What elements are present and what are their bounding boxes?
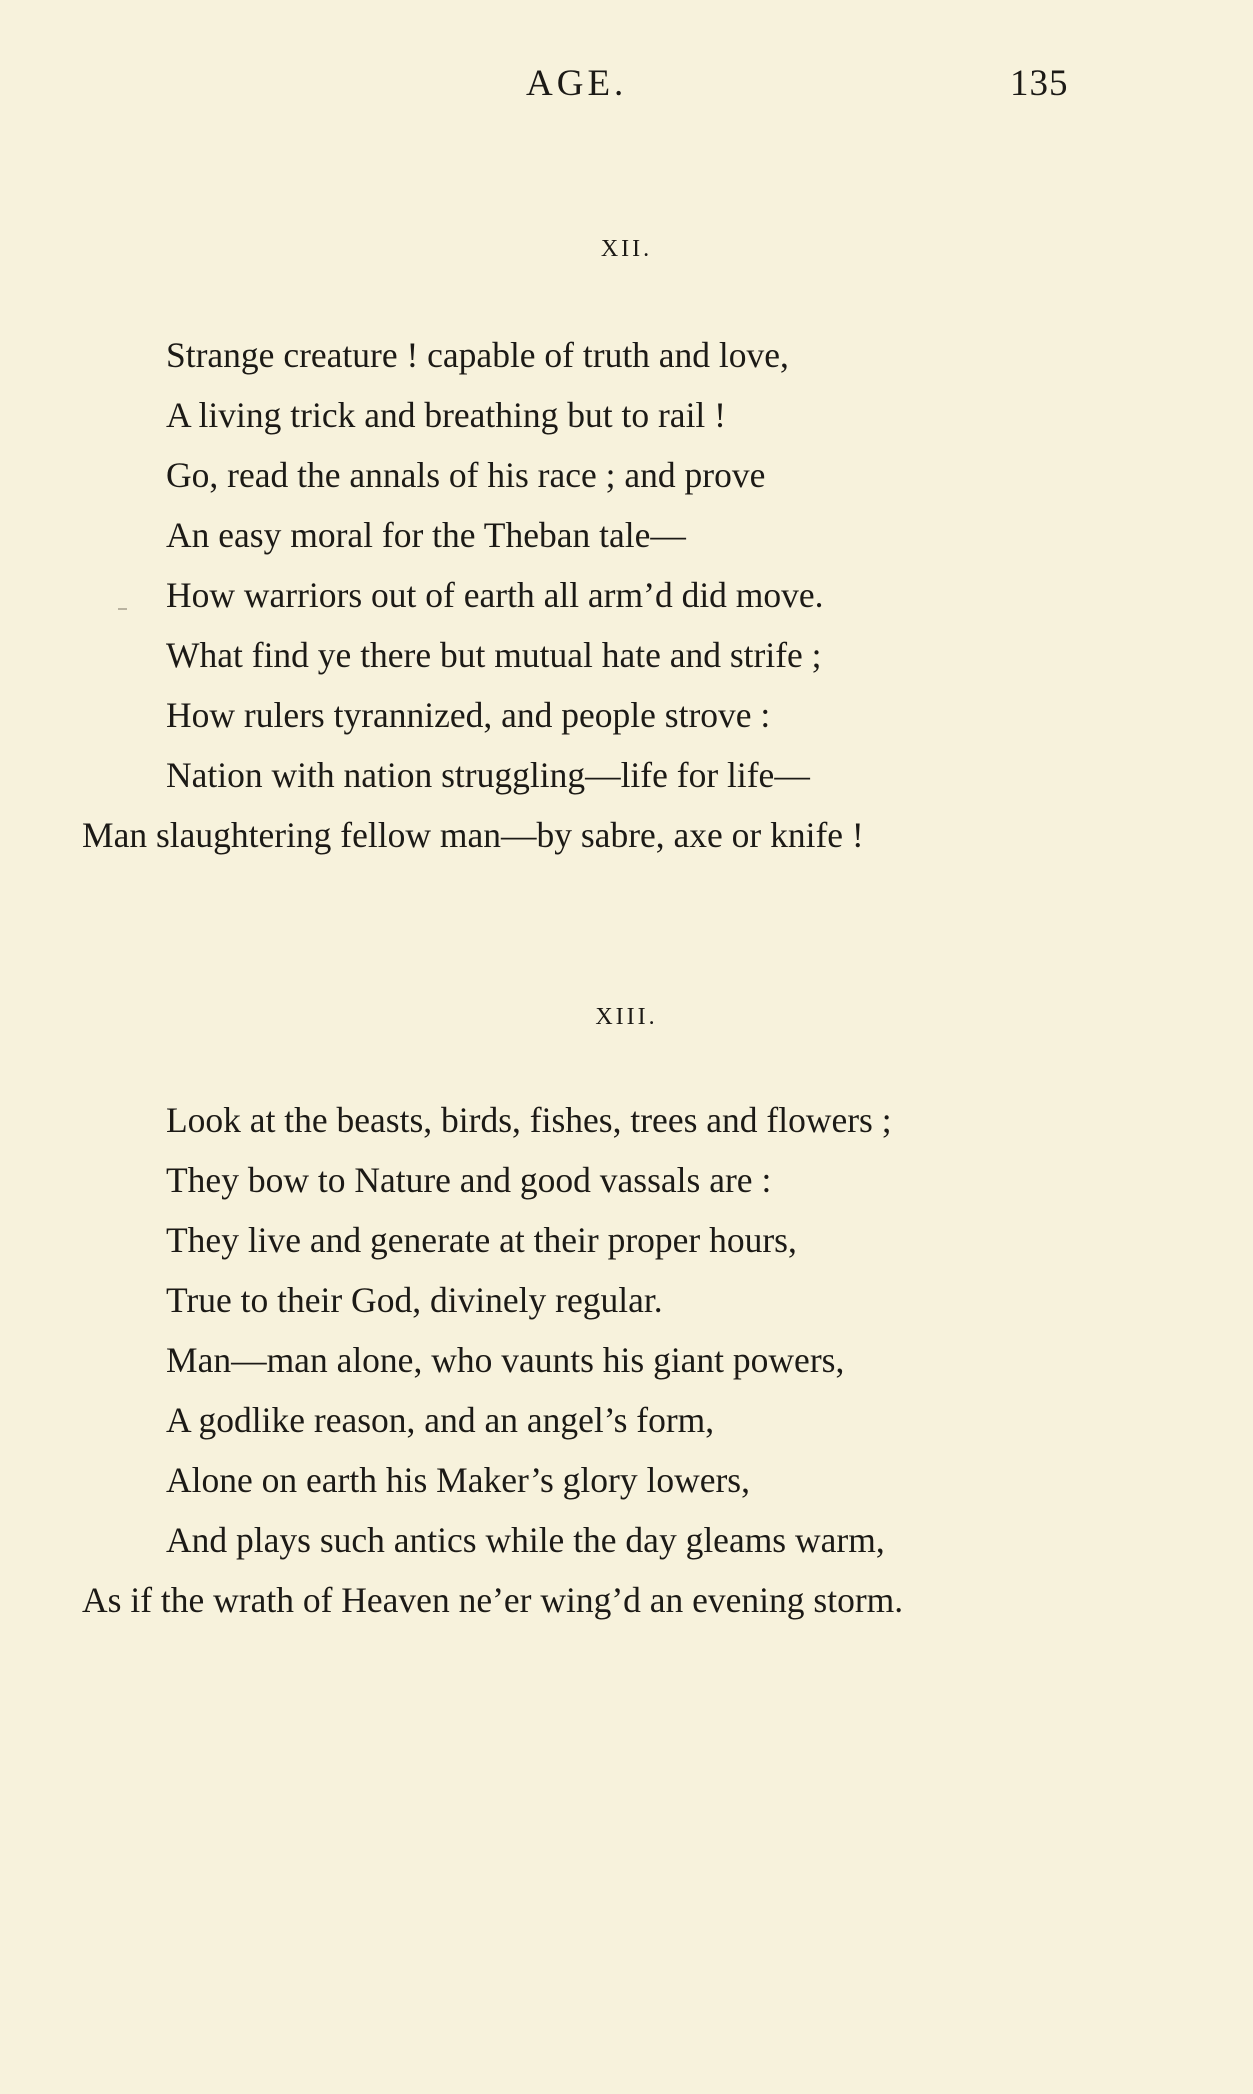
poem-line: Look at the beasts, birds, fishes, trees and flowers ; bbox=[166, 1100, 892, 1140]
poem-line: Go, read the annals of his race ; and prove bbox=[166, 455, 766, 495]
poem-line: Alone on earth his Maker’s glory lowers, bbox=[166, 1460, 750, 1500]
poem-line: An easy moral for the Theban tale— bbox=[166, 515, 686, 555]
poem-line: They bow to Nature and good vassals are : bbox=[166, 1160, 772, 1200]
poem-line: And plays such antics while the day gleams warm, bbox=[166, 1520, 885, 1560]
stanza-number: XIII. bbox=[595, 1004, 658, 1030]
poem-line: Strange creature ! capable of truth and love, bbox=[166, 335, 789, 375]
poem-line: As if the wrath of Heaven ne’er wing’d an evening storm. bbox=[82, 1580, 904, 1620]
poem-line: Man—man alone, who vaunts his giant powers, bbox=[166, 1340, 845, 1380]
stanza-number: XII. bbox=[600, 236, 653, 262]
margin-mark bbox=[118, 608, 127, 610]
poem-line: What find ye there but mutual hate and strife ; bbox=[166, 635, 822, 675]
poem-line: How rulers tyrannized, and people strove : bbox=[166, 695, 771, 735]
running-head bbox=[0, 62, 1253, 112]
poem-line: A living trick and breathing but to rail ! bbox=[166, 395, 726, 435]
poem-line: Man slaughtering fellow man—by sabre, axe or knife ! bbox=[82, 815, 864, 855]
running-title: AGE. bbox=[526, 63, 628, 104]
poem-line: They live and generate at their proper hours, bbox=[166, 1220, 797, 1260]
poem-line: True to their God, divinely regular. bbox=[166, 1280, 663, 1320]
poem-line: Nation with nation struggling—life for life— bbox=[166, 755, 810, 795]
poem-line: How warriors out of earth all arm’d did move. bbox=[166, 575, 824, 615]
poem-line: A godlike reason, and an angel’s form, bbox=[166, 1400, 715, 1440]
page-number: 135 bbox=[1010, 63, 1069, 104]
